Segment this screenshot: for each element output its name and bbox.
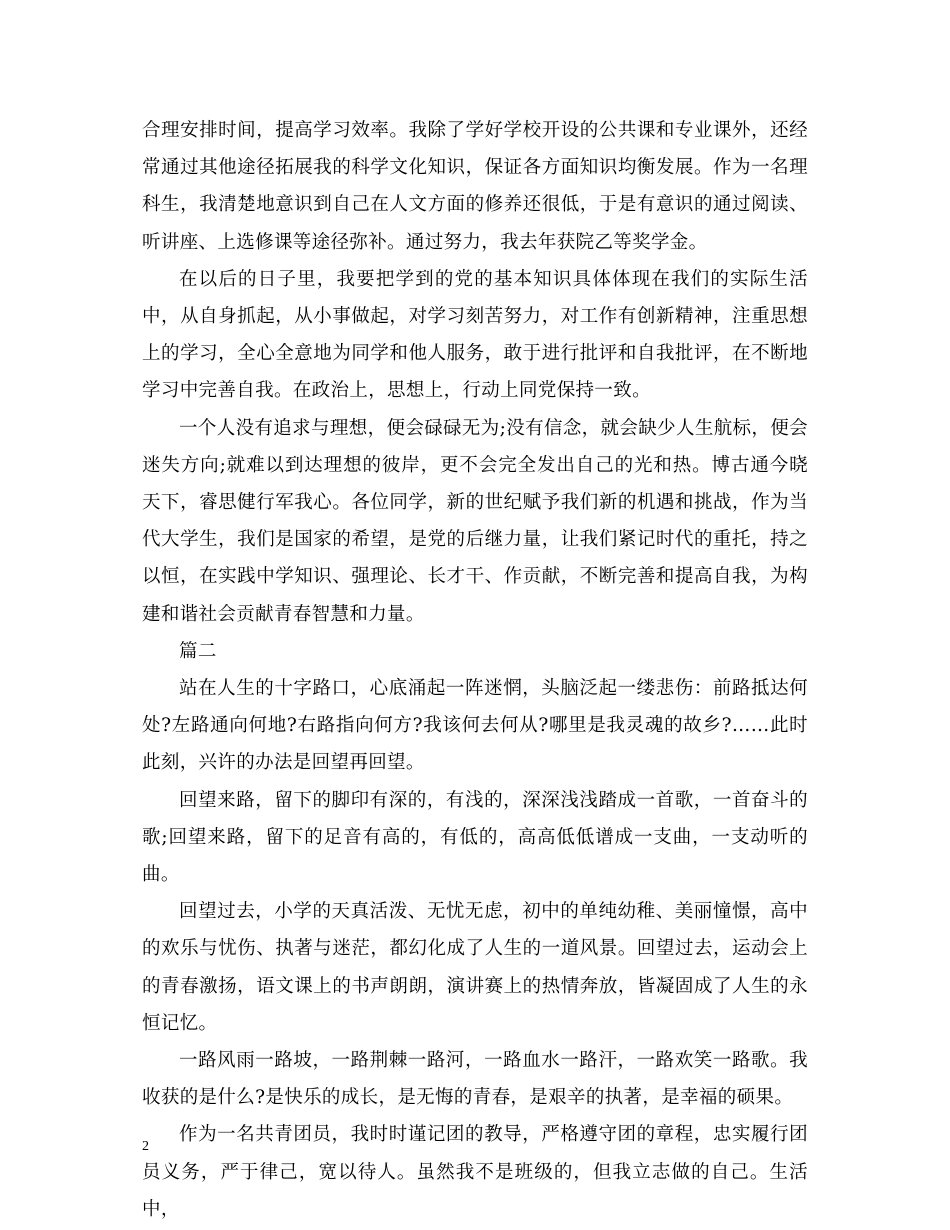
paragraph-8: 一路风雨一路坡，一路荆棘一路河，一路血水一路汗，一路欢笑一路歌。我收获的是什么?是快乐的成长，是无悔的青春，是艰辛的执著，是幸福的硕果。 xyxy=(142,1050,808,1109)
document-body xyxy=(142,112,808,1228)
page-number: 2 xyxy=(142,1139,149,1154)
paragraph-3: 一个人没有追求与理想，便会碌碌无为;没有信念，就会缺少人生航标，便会迷失方向;就难以到达理想的彼岸，更不会完全发出自己的光和热。博古通今晓天下，睿思健行军我心。各位同学，新的世纪赋予我们新的机遇和挑战，作为当代大学生，我们是国家的希望，是党的后继力量，让我们紧记时代的重托，持之以恒，在实践中学知识、强理论、长才干、作贡献，不断完善和提高自我，为构建和谐社会贡献青春智慧和力量。 xyxy=(142,417,808,625)
paragraph-5: 站在人生的十字路口，心底涌起一阵迷惘，头脑泛起一缕悲伤：前路抵达何处?左路通向何地?右路指向何方?我该何去何从?哪里是我灵魂的故乡?……此时此刻，兴许的办法是回望再回望。 xyxy=(142,678,808,774)
paragraph-1: 合理安排时间，提高学习效率。我除了学好学校开设的公共课和专业课外，还经常通过其他途径拓展我的科学文化知识，保证各方面知识均衡发展。作为一名理科生，我清楚地意识到自己在人文方面的修养还很低，于是有意识的通过阅读、听讲座、上选修课等途径弥补。通过努力，我去年获院乙等奖学金。 xyxy=(142,120,808,253)
section-heading: 篇二 xyxy=(179,640,217,662)
paragraph-2: 在以后的日子里，我要把学到的党的基本知识具体体现在我们的实际生活中，从自身抓起，从小事做起，对学习刻苦努力，对工作有创新精神，注重思想上的学习，全心全意地为同学和他人服务，敢于进行批评和自我批评，在不断地学习中完善自我。在政治上，思想上，行动上同党保持一致。 xyxy=(142,268,808,402)
paragraph-6: 回望来路，留下的脚印有深的，有浅的，深深浅浅踏成一首歌，一首奋斗的歌;回望来路，留下的足音有高的，有低的，高高低低谱成一支曲，一支动听的曲。 xyxy=(142,789,808,886)
paragraph-9: 作为一名共青团员，我时时谨记团的教导，严格遵守团的章程，忠实履行团员义务，严于律己，宽以待人。虽然我不是班级的，但我立志做的自己。生活中， xyxy=(142,1124,808,1220)
paragraph-7: 回望过去，小学的天真活泼、无忧无虑，初中的单纯幼稚、美丽憧憬，高中的欢乐与忧伤、执著与迷茫，都幻化成了人生的一道风景。回望过去，运动会上的青春激扬，语文课上的书声朗朗，演讲赛上的热情奔放，皆凝固成了人生的永恒记忆。 xyxy=(142,901,808,1034)
